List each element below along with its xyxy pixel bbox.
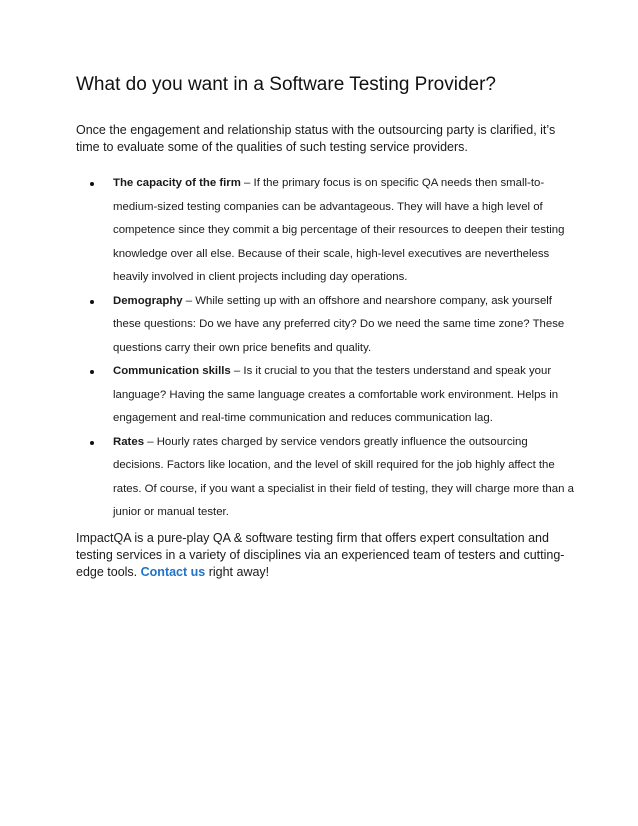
list-item-text: – Hourly rates charged by service vendors greatly influence the outsourcing decisions. Factors like location, and the level of skill required for the job highly affect the rates. Of course, if you want a specialist in their field of testing, they will charge more than a junior or manual tester. (113, 435, 574, 518)
closing-text: ImpactQA is a pure-play QA & software testing firm that offers expert consultation and testing services in a variety of disciplines via an experienced team of testers and cutting-edge tools. (76, 531, 565, 579)
list-item-heading: Communication skills (113, 365, 231, 377)
page-title: What do you want in a Software Testing Provider? (76, 74, 496, 95)
intro-paragraph: Once the engagement and relationship status with the outsourcing party is clarified, it’s time to evaluate some of the qualities of such testing service providers. (76, 123, 556, 154)
closing-suffix: right away! (205, 565, 270, 579)
list-item-capacity (76, 172, 576, 290)
bullet-icon (90, 370, 94, 374)
bullet-icon (90, 300, 94, 304)
list-item-heading: Demography (113, 294, 183, 307)
list-item-heading: The capacity of the firm (113, 177, 241, 189)
list-item-text: – If the primary focus is on specific QA needs then small-to-medium-sized testing companies can be advantageous. They will have a high level of competence since they commit a big percentage of their resources to deepen their testing knowledge over all else. Because of their scale, high-level executives are nevertheless heavily involved in client projects including day operations. (113, 177, 565, 283)
bullet-icon (90, 441, 94, 445)
list-item-communication (76, 360, 576, 431)
list-item-heading: Rates (113, 435, 145, 448)
list-item-text: – While setting up with an offshore and nearshore company, ask yourself these questions: Do we have any preferred city? Do we need the same time zone? These questions carry their own price benefits and quality. (113, 294, 565, 354)
bullet-icon (90, 182, 94, 186)
contact-us-link[interactable]: Contact us (140, 565, 206, 579)
list-item-rates (76, 431, 576, 525)
list-item-demography (76, 290, 576, 361)
closing-paragraph (76, 530, 566, 581)
list-item-text: – Is it crucial to you that the testers understand and speak your language? Having the same language creates a comfortable work environment. Helps in engagement and real-time communication and reduces communication lag. (113, 365, 559, 424)
qualities-list (76, 172, 576, 525)
